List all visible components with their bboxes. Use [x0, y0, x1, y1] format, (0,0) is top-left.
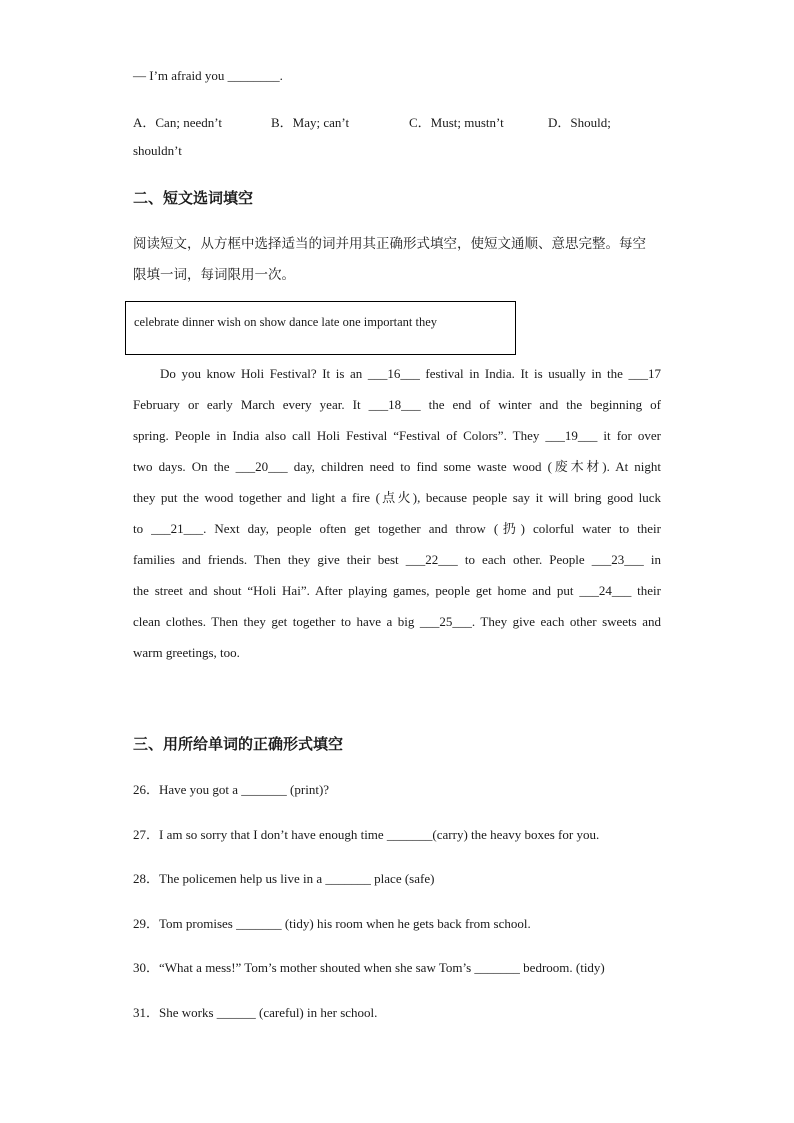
question-30: 30．“What a mess!” Tom’s mother shouted when she saw Tom’s _______ bedroom. (tidy) — [133, 960, 605, 975]
passage-line: the street and shout “Holi Hai”. After playing games, people get home and put ___24___ their — [133, 583, 661, 598]
word-box-words: celebrate dinner wish on show dance late one important they — [134, 315, 438, 329]
question-26: 26．Have you got a _______ (print)? — [133, 782, 330, 797]
passage-line: Do you know Holi Festival? It is an ___16___ festival in India. It is usually in the ___17 — [160, 366, 661, 381]
passage-line: spring. People in India also call Holi Festival “Festival of Colors”. They ___19___ it for over — [133, 428, 661, 443]
passage-line: to ___21___. Next day, people often get together and throw (扔) colorful water to their — [133, 521, 661, 536]
question-27: 27．I am so sorry that I don’t have enough time _______(carry) the heavy boxes for you. — [133, 827, 600, 842]
passage-line: February or early March every year. It ___18___ the end of winter and the beginning of — [133, 397, 661, 412]
option-a: A．Can; needn’t — [133, 115, 222, 130]
option-c: C．Must; mustn’t — [409, 115, 504, 130]
option-d: D．Should; — [548, 115, 611, 130]
passage-line: families and friends. Then they give their best ___22___ to each other. People ___23___ in — [133, 552, 661, 567]
section2-instruction-line2: 限填一词，每词限用一次。 — [133, 267, 295, 283]
passage-line: two days. On the ___20___ day, children need to find some waste wood (废木材). At night — [133, 459, 661, 474]
passage — [133, 364, 661, 674]
passage-line: they put the wood together and light a fire (点火), because people say it will bring good luck — [133, 490, 661, 505]
section3-title: 三、用所给单词的正确形式填空 — [133, 735, 344, 753]
question-tail: — I’m afraid you ________. — [133, 68, 283, 83]
section2-instruction-line1: 阅读短文，从方框中选择适当的词并用其正确形式填空，使短文通顺、意思完整。每空 — [133, 236, 646, 252]
question-28: 28．The policemen help us live in a _______ place (safe) — [133, 871, 435, 886]
question-31: 31．She works ______ (careful) in her school. — [133, 1005, 378, 1020]
question-29: 29．Tom promises _______ (tidy) his room when he gets back from school. — [133, 916, 531, 931]
word-box — [125, 301, 516, 355]
passage-line: warm greetings, too. — [133, 645, 240, 660]
option-d-continued: shouldn’t — [133, 143, 182, 158]
option-b: B．May; can’t — [271, 115, 350, 130]
passage-line: clean clothes. Then they get together to have a big ___25___. They give each other sweets and — [133, 614, 661, 629]
section2-title: 二、短文选词填空 — [133, 189, 254, 207]
